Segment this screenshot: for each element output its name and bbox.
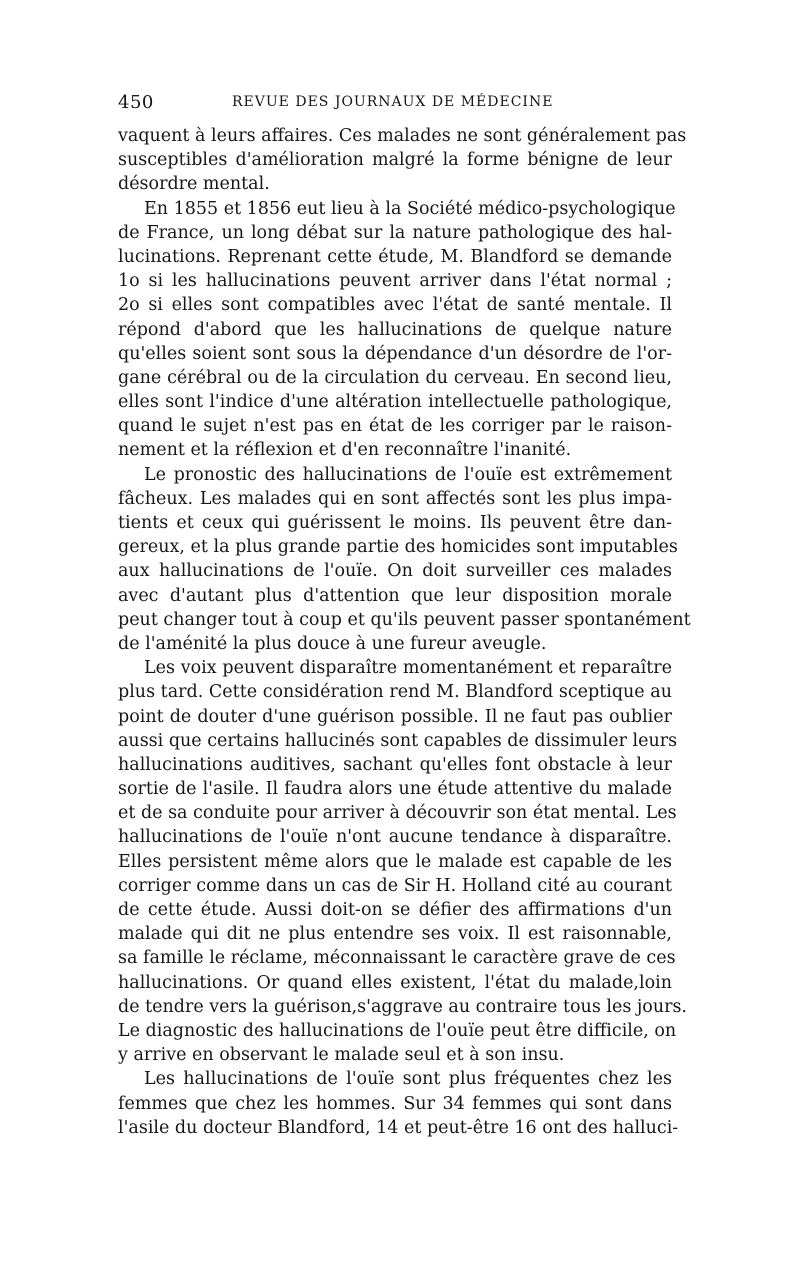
text-line: hallucinations de l'ouïe n'ont aucune tendance à disparaître. bbox=[118, 827, 672, 848]
text-line: l'asile du docteur Blandford, 14 et peut-être 16 ont des halluci- bbox=[118, 1117, 679, 1138]
text-line: plus tard. Cette considération rend M. Blandford sceptique au bbox=[118, 682, 672, 703]
text-line: malade qui dit ne plus entendre ses voix. Il est raisonnable, bbox=[118, 924, 672, 945]
text-line: 1o si les hallucinations peuvent arriver dans l'état normal ; bbox=[118, 271, 672, 292]
text-line: Les voix peuvent disparaître momentanément et reparaître bbox=[144, 658, 672, 679]
running-head bbox=[118, 92, 672, 118]
text-line: point de douter d'une guérison possible. Il ne faut pas oublier bbox=[118, 706, 672, 727]
text-line: gereux, et la plus grande partie des homicides sont imputables bbox=[118, 537, 678, 558]
text-line: vaquent à leurs affaires. Ces malades ne sont généralement pas bbox=[118, 126, 687, 146]
text-line: aussi que certains hallucinés sont capables de dissimuler leurs bbox=[118, 730, 678, 751]
text-line: de tendre vers la guérison,s'aggrave au contraire tous les jours. bbox=[118, 996, 687, 1017]
text-line: qu'elles soient sont sous la dépendance d'un désordre de l'or- bbox=[118, 343, 672, 364]
text-line: corriger comme dans un cas de Sir H. Holland cité au courant bbox=[118, 875, 672, 896]
text-line: femmes que chez les hommes. Sur 34 femmes qui sont dans bbox=[118, 1093, 672, 1114]
text-line: y arrive en observant le malade seul et à son insu. bbox=[118, 1045, 565, 1066]
text-line: peut changer tout à coup et qu'ils peuvent passer spontanément bbox=[118, 609, 691, 630]
text-line: nement et la réflexion et d'en reconnaître l'inanité. bbox=[118, 440, 572, 461]
text-line: hallucinations. Or quand elles existent, l'état du malade,loin bbox=[118, 972, 672, 993]
text-line: elles sont l'indice d'une altération intellectuelle pathologique, bbox=[118, 392, 672, 413]
text-line: de cette étude. Aussi doit-on se défier des affirmations d'un bbox=[118, 900, 672, 920]
text-line: tients et ceux qui guérissent le moins. Ils peuvent être dan- bbox=[118, 513, 672, 533]
text-line: gane cérébral ou de la circulation du cerveau. En second lieu, bbox=[118, 367, 672, 388]
text-line: et de sa conduite pour arriver à découvrir son état mental. Les bbox=[118, 803, 677, 824]
text-line: de France, un long débat sur la nature pathologique des hal- bbox=[118, 222, 672, 243]
text-line: susceptibles d'amélioration malgré la forme bénigne de leur bbox=[118, 150, 672, 171]
text-line: 2o si elles sont compatibles avec l'état de santé mentale. Il bbox=[118, 295, 672, 316]
text-line: sa famille le réclame, méconnaissant le caractère grave de ces bbox=[118, 948, 676, 969]
text-line: fâcheux. Les malades qui en sont affectés sont les plus impa- bbox=[118, 488, 672, 509]
text-line: désordre mental. bbox=[118, 174, 270, 195]
text-line: aux hallucinations de l'ouïe. On doit surveiller ces malades bbox=[118, 561, 672, 582]
page-number: 450 bbox=[118, 92, 154, 113]
text-line: de l'aménité la plus douce à une fureur aveugle. bbox=[118, 633, 547, 654]
text-line: avec d'autant plus d'attention que leur disposition morale bbox=[118, 585, 672, 606]
text-line: hallucinations auditives, sachant qu'elles font obstacle à leur bbox=[118, 754, 672, 775]
text-line: Elles persistent même alors que le malade est capable de les bbox=[118, 851, 672, 872]
text-line: Le pronostic des hallucinations de l'ouïe est extrêmement bbox=[144, 464, 672, 485]
body-text bbox=[118, 124, 691, 1140]
text-line: En 1855 et 1856 eut lieu à la Société médico-psychologique bbox=[144, 198, 676, 219]
text-line: sortie de l'asile. Il faudra alors une étude attentive du malade bbox=[118, 779, 672, 800]
text-line: Les hallucinations de l'ouïe sont plus fréquentes chez les bbox=[144, 1069, 672, 1090]
document-page bbox=[118, 92, 691, 1140]
text-line: quand le sujet n'est pas en état de les corriger par le raison- bbox=[118, 416, 672, 437]
text-line: répond d'abord que les hallucinations de quelque nature bbox=[118, 319, 672, 340]
text-line: Le diagnostic des hallucinations de l'ouïe peut être difficile, on bbox=[118, 1020, 677, 1041]
journal-title: REVUE DES JOURNAUX DE MÉDECINE bbox=[232, 94, 554, 110]
text-line: lucinations. Reprenant cette étude, M. Blandford se demande bbox=[118, 246, 672, 267]
